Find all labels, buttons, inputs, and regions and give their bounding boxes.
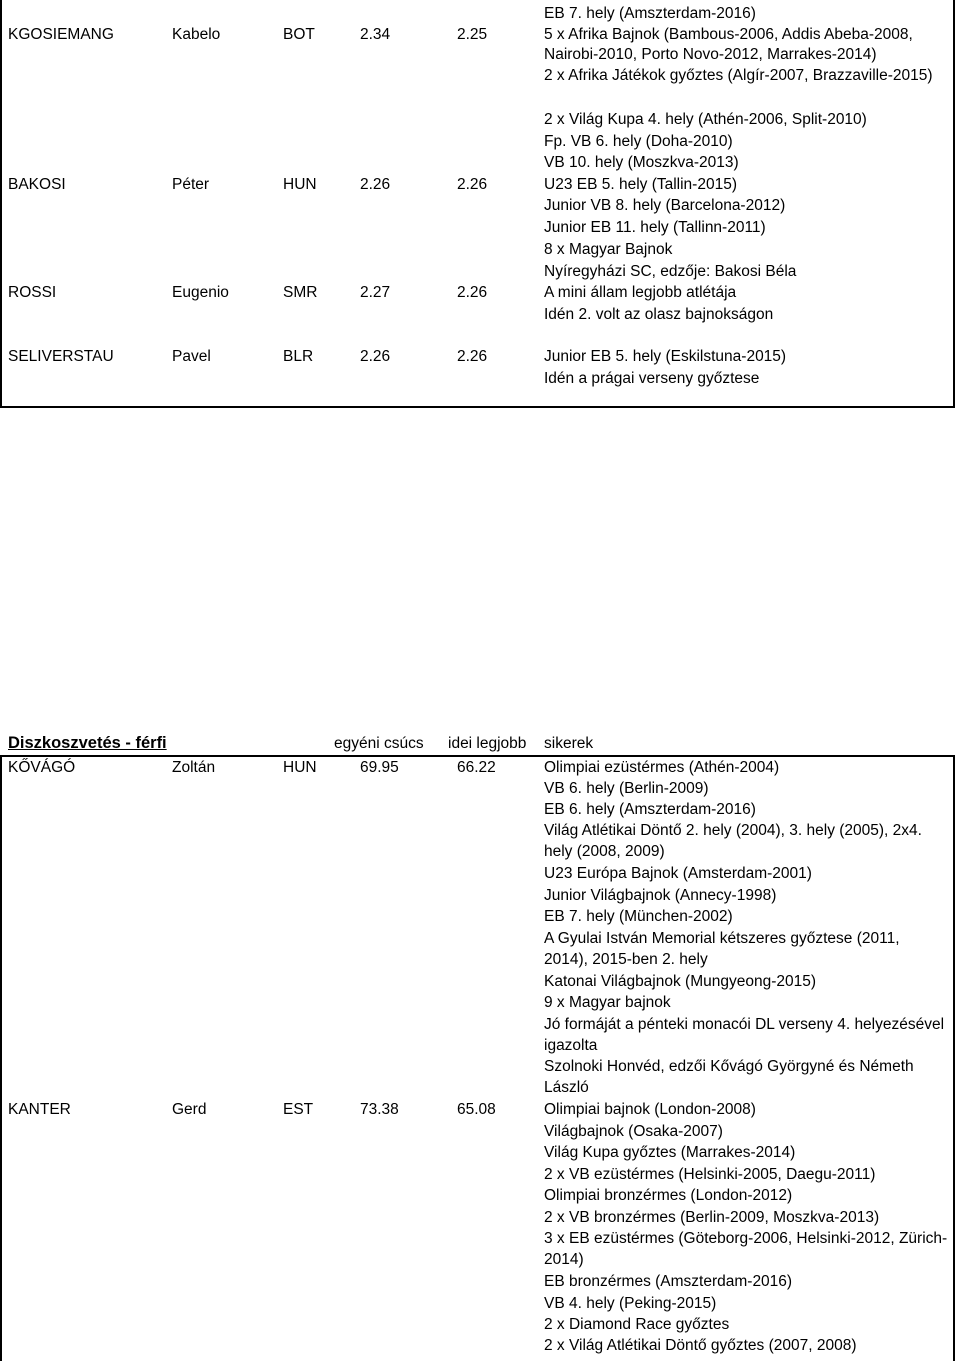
achievement-text: Katonai Világbajnok (Mungyeong-2015) [544,973,817,990]
season-best: 2.25 [457,26,488,43]
achievement-text: 2 x VB ezüstérmes (Helsinki-2005, Daegu-2011) [544,1166,876,1183]
achievement-text: Junior EB 5. hely (Eskilstuna-2015) [544,348,787,365]
achievement-text: 2014), 2015-ben 2. hely [544,951,708,968]
personal-best: 2.34 [360,26,391,43]
achievement-text: Világbajnok (Osaka-2007) [544,1123,723,1140]
season-best: 2.26 [457,284,488,301]
achievement-text: VB 6. hely (Berlin-2009) [544,780,709,797]
country-code: HUN [283,176,317,193]
achievement-text: Olimpiai ezüstérmes (Athén-2004) [544,759,780,776]
achievement-text: igazolta [544,1037,598,1054]
achievement-text: Olimpiai bajnok (London-2008) [544,1101,756,1118]
achievement-text: A mini állam legjobb atlétája [544,284,737,301]
country-code: HUN [283,759,317,776]
athlete-firstname: Pavel [172,348,211,365]
achievement-text: Junior EB 11. hely (Tallinn-2011) [544,219,766,236]
achievement-text: Olimpiai bronzérmes (London-2012) [544,1187,793,1204]
achievement-text: VB 10. hely (Moszkva-2013) [544,154,739,171]
athlete-surname: BAKOSI [8,176,66,193]
athlete-firstname: Gerd [172,1101,207,1118]
achievement-text: László [544,1079,589,1096]
achievement-text: 2 x Diamond Race győztes [544,1316,730,1333]
achievement-text: EB 6. hely (Amszterdam-2016) [544,801,756,818]
achievement-text: VB 4. hely (Peking-2015) [544,1295,717,1312]
achievement-text: 9 x Magyar bajnok [544,994,671,1011]
season-best: 2.26 [457,176,488,193]
athlete-surname: KŐVÁGÓ [8,759,76,776]
achievement-text: 2 x Világ Kupa 4. hely (Athén-2006, Split-2010) [544,111,867,128]
achievement-text: EB 7. hely (Amszterdam-2016) [544,5,756,22]
header-achievements: sikerek [544,735,594,752]
country-code: EST [283,1101,314,1118]
achievement-text: Nairobi-2010, Porto Novo-2012, Marrakes-2014) [544,46,877,63]
achievement-text: Jó formáját a pénteki monacói DL verseny 4. helyezésével [544,1016,945,1033]
country-code: BOT [283,26,315,43]
achievement-text: Junior VB 8. hely (Barcelona-2012) [544,197,786,214]
personal-best: 73.38 [360,1101,399,1118]
athlete-surname: SELIVERSTAU [8,348,114,365]
season-best: 65.08 [457,1101,496,1118]
country-code: BLR [283,348,314,365]
achievement-text: Világ Kupa győztes (Marrakes-2014) [544,1144,796,1161]
personal-best: 2.26 [360,348,391,365]
country-code: SMR [283,284,318,301]
achievement-text: 2 x Világ Atlétikai Döntő győztes (2007, 2008) [544,1337,857,1354]
achievement-text: Szolnoki Honvéd, edzői Kővágó Györgyné és Németh [544,1058,914,1075]
season-best: 2.26 [457,348,488,365]
header-season-best: idei legjobb [448,735,527,752]
athlete-surname: KANTER [8,1101,71,1118]
athlete-firstname: Zoltán [172,759,216,776]
section-title: Diszkoszvetés - férfi [8,734,167,752]
season-best: 66.22 [457,759,496,776]
achievement-text: EB 7. hely (München-2002) [544,908,733,925]
achievement-text: 2014) [544,1251,584,1268]
achievement-text: U23 EB 5. hely (Tallin-2015) [544,176,737,193]
achievement-text: A Gyulai István Memorial kétszeres győztese (2011, [544,930,900,947]
achievement-text: 3 x EB ezüstérmes (Göteborg-2006, Helsinki-2012, Zürich- [544,1230,948,1247]
athlete-surname: ROSSI [8,284,57,301]
achievement-text: 2 x VB bronzérmes (Berlin-2009, Moszkva-2013) [544,1209,880,1226]
personal-best: 2.27 [360,284,391,301]
header-personal-best: egyéni csúcs [334,735,424,752]
achievement-text: Világ Atlétikai Döntő 2. hely (2004), 3. hely (2005), 2x4. [544,822,922,839]
athlete-firstname: Péter [172,176,210,193]
athlete-firstname: Eugenio [172,284,229,301]
achievement-text: 2 x Afrika Játékok győztes (Algír-2007, Brazzaville-2015) [544,67,933,84]
achievement-text: Fp. VB 6. hely (Doha-2010) [544,133,733,150]
achievement-text: 5 x Afrika Bajnok (Bambous-2006, Addis Abeba-2008, [544,26,913,43]
athlete-firstname: Kabelo [172,26,221,43]
achievement-text: hely (2008, 2009) [544,843,665,860]
personal-best: 2.26 [360,176,391,193]
athlete-surname: KGOSIEMANG [8,26,114,43]
achievement-text: Nyíregyházi SC, edzője: Bakosi Béla [544,263,797,280]
achievement-text: EB bronzérmes (Amszterdam-2016) [544,1273,793,1290]
achievement-text: Junior Világbajnok (Annecy-1998) [544,887,777,904]
achievement-text: 8 x Magyar Bajnok [544,241,673,258]
achievement-text: Idén 2. volt az olasz bajnokságon [544,306,774,323]
achievement-text: Idén a prágai verseny győztese [544,370,760,387]
personal-best: 69.95 [360,759,399,776]
achievement-text: U23 Európa Bajnok (Amsterdam-2001) [544,865,812,882]
